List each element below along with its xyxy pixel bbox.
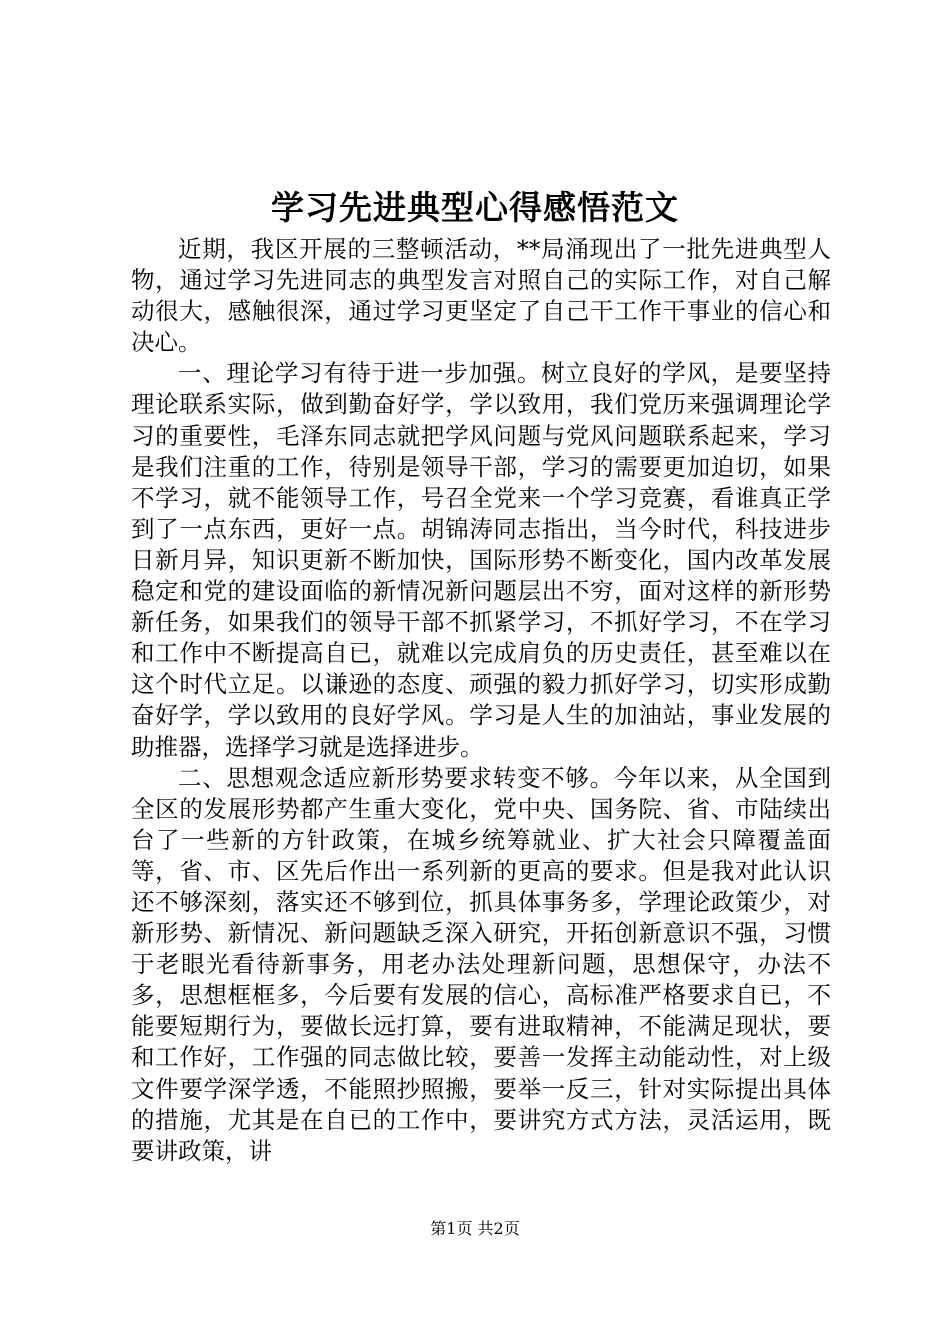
page-footer xyxy=(0,1217,950,1241)
paragraph-section-2: 二、思想观念适应新形势要求转变不够。今年以来，从全国到全区的发展形势都产生重大变化，党中央、国务院、省、市陆续出台了一些新的方针政策，在城乡统筹就业、扩大社会只障覆盖面等，省、市、区先后作出一系列新的更高的要求。但是我对此认识还不够深刻，落实还不够到位，抓具体事务多，学理论政策少，对新形势、新情况、新问题缺乏深入研究，开拓创新意识不强，习惯于老眼光看待新事务，用老办法处理新问题，思想保守，办法不多，思想框框多，今后要有发展的信心，高标准严格要求自已，不能要短期行为，要做长远打算，要有进取精神，不能满足现状，要和工作好，工作强的同志做比较，要善一发挥主动能动性，对上级文件要学深学透，不能照抄照搬，要举一反三，针对实际提出具体的措施，尤其是在自已的工作中，要讲究方式方法，灵活运用，既要讲政策，讲 xyxy=(131,763,831,1165)
paragraph-intro: 近期，我区开展的三整顿活动，**局涌现出了一批先进典型人物，通过学习先进同志的典型发言对照自己的实际工作，对自己解动很大，感触很深，通过学习更坚定了自己干工作干事业的信心和决心。 xyxy=(131,235,831,357)
document-body xyxy=(131,234,831,1167)
paragraph-section-1: 一、理论学习有待于进一步加强。树立良好的学风，是要坚持理论联系实际，做到勤奋好学，学以致用，我们党历来强调理论学习的重要性，毛泽东同志就把学风问题与党风问题联系起来，学习是我们注重的工作，待别是领导干部，学习的需要更加迫切，如果不学习，就不能领导工作，号召全党来一个学习竞赛，看谁真正学到了一点东西，更好一点。胡锦涛同志指出，当今时代，科技进步日新月异，知识更新不断加快，国际形势不断变化，国内改革发展稳定和党的建设面临的新情况新问题层出不穷，面对这样的新形势新任务，如果我们的领导干部不抓紧学习，不抓好学习，不在学习和工作中不断提高自已，就难以完成肩负的历史责任，甚至难以在这个时代立足。以谦逊的态度、顽强的毅力抓好学习，切实形成勤奋好学，学以致用的良好学风。学习是人生的加油站，事业发展的助推器，选择学习就是选择进步。 xyxy=(131,359,831,761)
page-number-label: 第1页 共2页 xyxy=(430,1219,520,1238)
document-title: 学习先进典型心得感悟范文 xyxy=(271,188,679,227)
